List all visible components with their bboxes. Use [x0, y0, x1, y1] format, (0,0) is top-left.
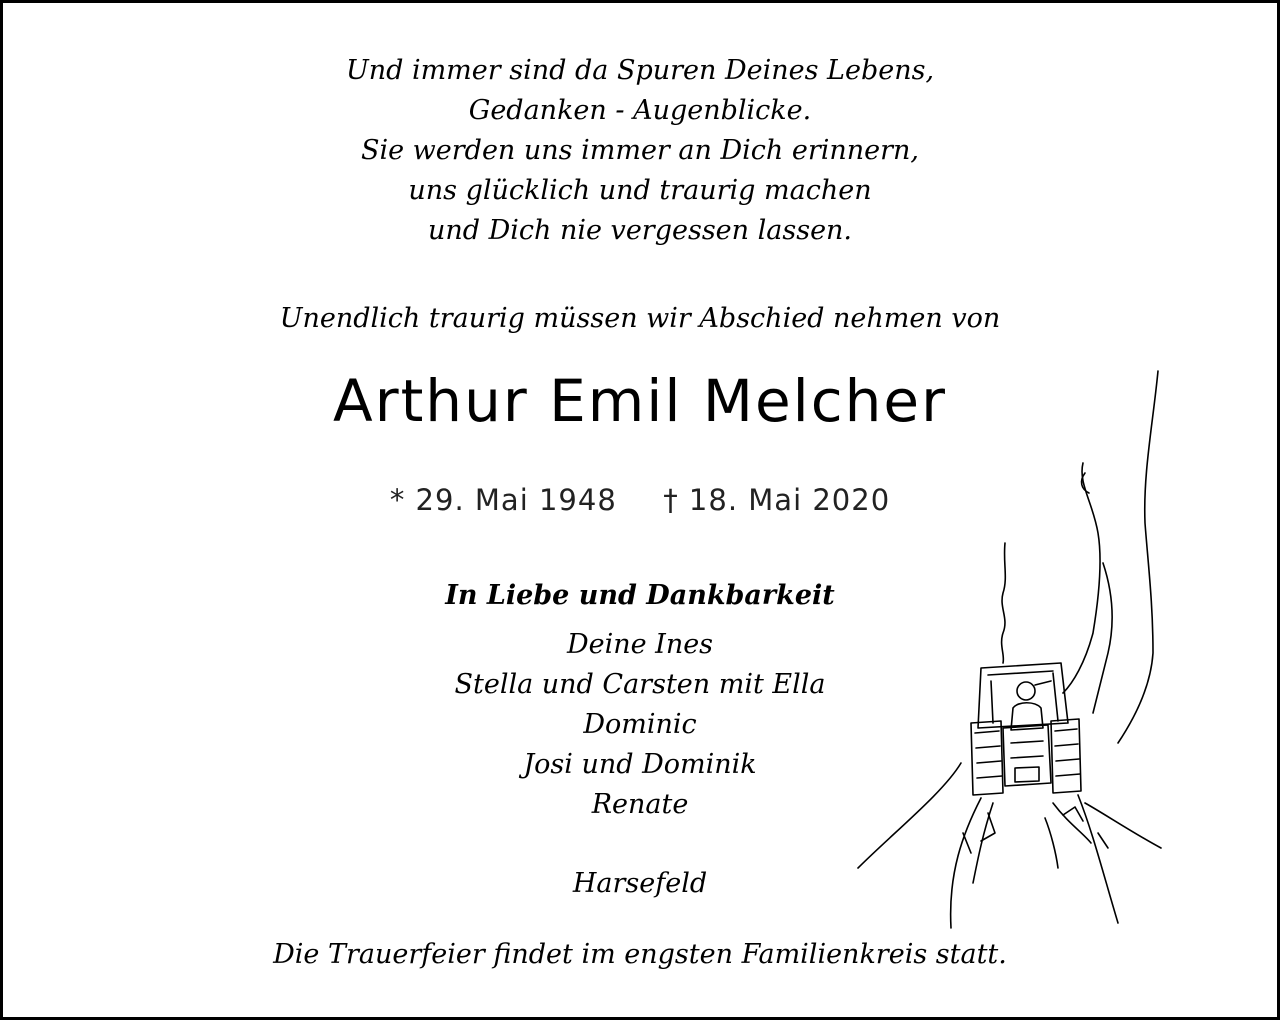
mourners-heading: In Liebe und Dankbarkeit	[445, 580, 835, 611]
deceased-name: Arthur Emil Melcher	[333, 367, 947, 435]
mourner-1: Deine Ines	[566, 629, 714, 660]
mourner-4: Josi und Dominik	[523, 749, 757, 780]
mourner-2: Stella und Carsten mit Ella	[454, 669, 826, 700]
ceremony-note: Die Trauerfeier findet im engsten Familienkreis statt.	[273, 939, 1007, 970]
poem-line-2: Gedanken - Augenblicke.	[468, 95, 812, 126]
tractor-sketch-icon	[853, 363, 1183, 943]
death-date: † 18. Mai 2020	[663, 483, 891, 517]
poem-line-4: uns glücklich und traurig machen	[408, 175, 872, 206]
place-name: Harsefeld	[572, 868, 708, 899]
poem-line-3: Sie werden uns immer an Dich erinnern,	[360, 135, 920, 166]
mourner-3: Dominic	[583, 709, 697, 740]
birth-date: * 29. Mai 1948	[389, 483, 617, 517]
poem-line-5: und Dich nie vergessen lassen.	[427, 215, 853, 246]
poem-line-1: Und immer sind da Spuren Deines Lebens,	[345, 55, 935, 86]
intro-text: Unendlich traurig müssen wir Abschied nehmen von	[279, 303, 1001, 334]
mourner-5: Renate	[591, 789, 689, 820]
